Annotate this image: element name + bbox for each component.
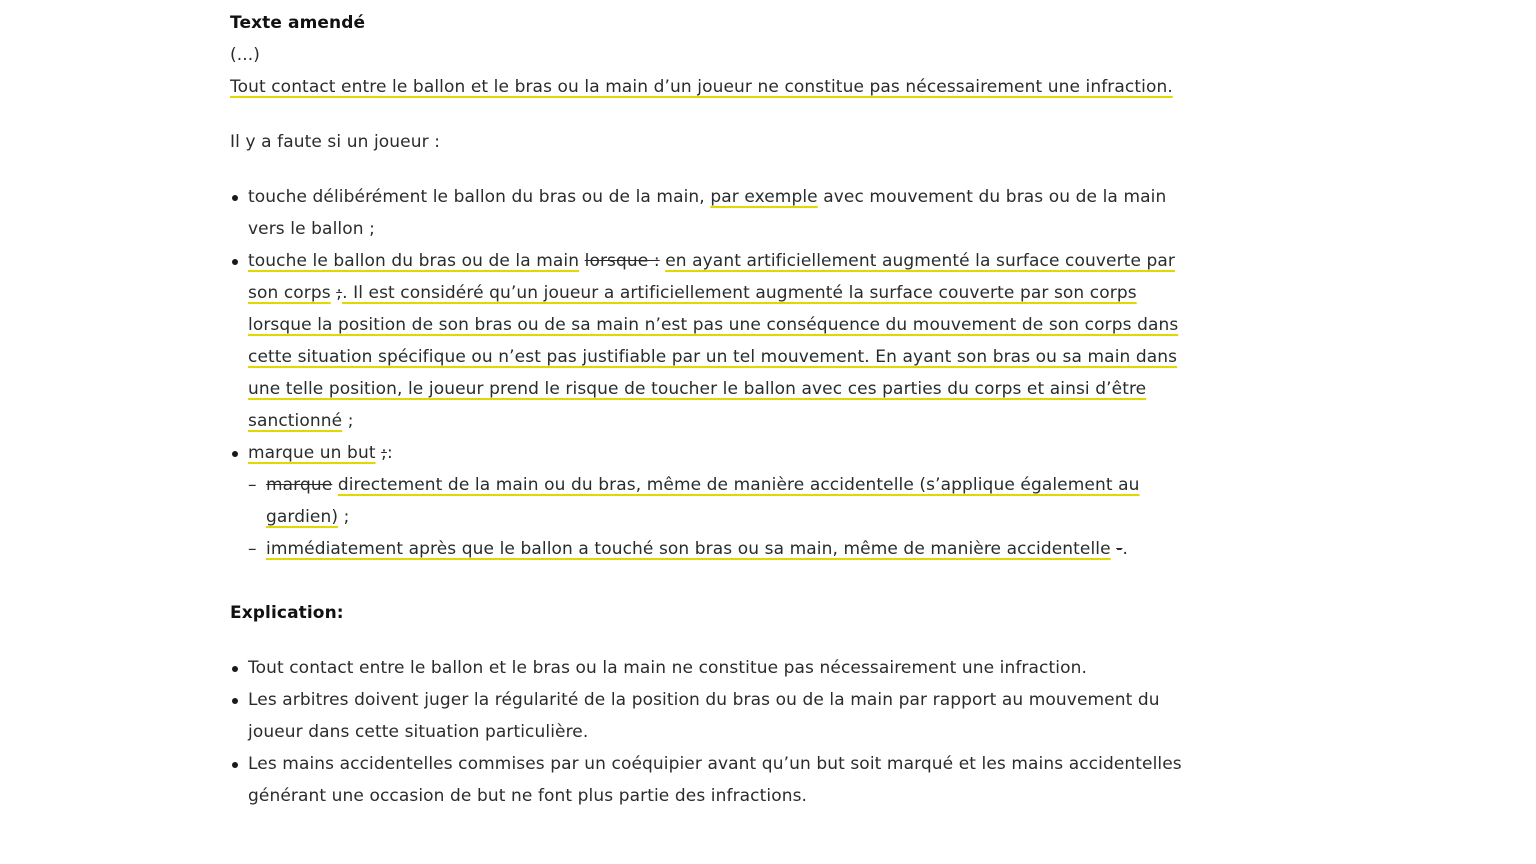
deleted-text: ; [336,283,343,303]
inserted-text: par exemple [710,187,818,207]
inserted-text: marque un but [248,443,376,463]
deleted-text: - [1116,539,1123,559]
list-item: Les mains accidentelles commises par un coéquipier avant qu’un but soit marqué et les mains accidentelles générant une occasion de but ne font plus partie des infractions. [230,748,1190,812]
list-item: Les arbitres doivent juger la régularité de la position du bras ou de la main par rapport au mouvement du joueur dans cette situation particulière. [230,684,1190,748]
deleted-text: lorsque : [584,251,660,271]
explanation-heading: Explication: [230,603,344,623]
inserted-text: en ayant artificiellement augmenté la surface couverte par son corps [248,251,1176,303]
sublist-item [248,469,1190,533]
item-text: avec mouvement du bras ou de la main vers le ballon ; [248,187,1167,239]
goal-conditions-sublist [248,469,1190,565]
inserted-text: directement de la main ou du bras, même de manière accidentelle (s’applique également au gardien) [266,475,1140,527]
intro-paragraph [230,71,1190,103]
list-item: Tout contact entre le ballon et le bras ou la main ne constitue pas nécessairement une infraction. [230,652,1190,684]
fault-conditions-list [230,181,1190,565]
ellipsis-marker: (...) [230,45,260,65]
law-amendment-document [230,7,1190,812]
list-item [230,245,1190,437]
explanation-list [230,652,1190,812]
deleted-text: marque [266,475,333,495]
item-text: ; [342,411,354,431]
inserted-text: Tout contact entre le ballon et le bras ou la main d’un joueur ne constitue pas nécessairement une infraction. [230,77,1173,97]
list-item [230,181,1190,245]
inserted-text: immédiatement après que le ballon a touché son bras ou sa main, même de manière accidentelle [266,539,1111,559]
amended-text-heading: Texte amendé [230,13,366,33]
item-text: touche délibérément le ballon du bras ou de la main, [248,187,711,207]
list-item [230,437,1190,565]
sublist-item [248,533,1190,565]
inserted-text: . Il est considéré qu’un joueur a artificiellement augmenté la surface couverte par son corps lorsque la position de son bras ou de sa main n’est pas une conséquence du mouvement de son corps dans cette situation spécifique ou n’est pas justifiable par un tel mouvement. En ayant son bras ou sa main dans une telle position, le joueur prend le risque de toucher le ballon avec ces parties du corps et ainsi d’être sanctionné [248,283,1179,431]
inserted-text: touche le ballon du bras ou de la main [248,251,580,271]
deleted-text: ; [381,443,387,463]
fault-intro-paragraph: Il y a faute si un joueur : [230,132,441,152]
item-text: ; [338,507,350,527]
item-text: . [1122,539,1128,559]
item-text: : [386,443,393,463]
